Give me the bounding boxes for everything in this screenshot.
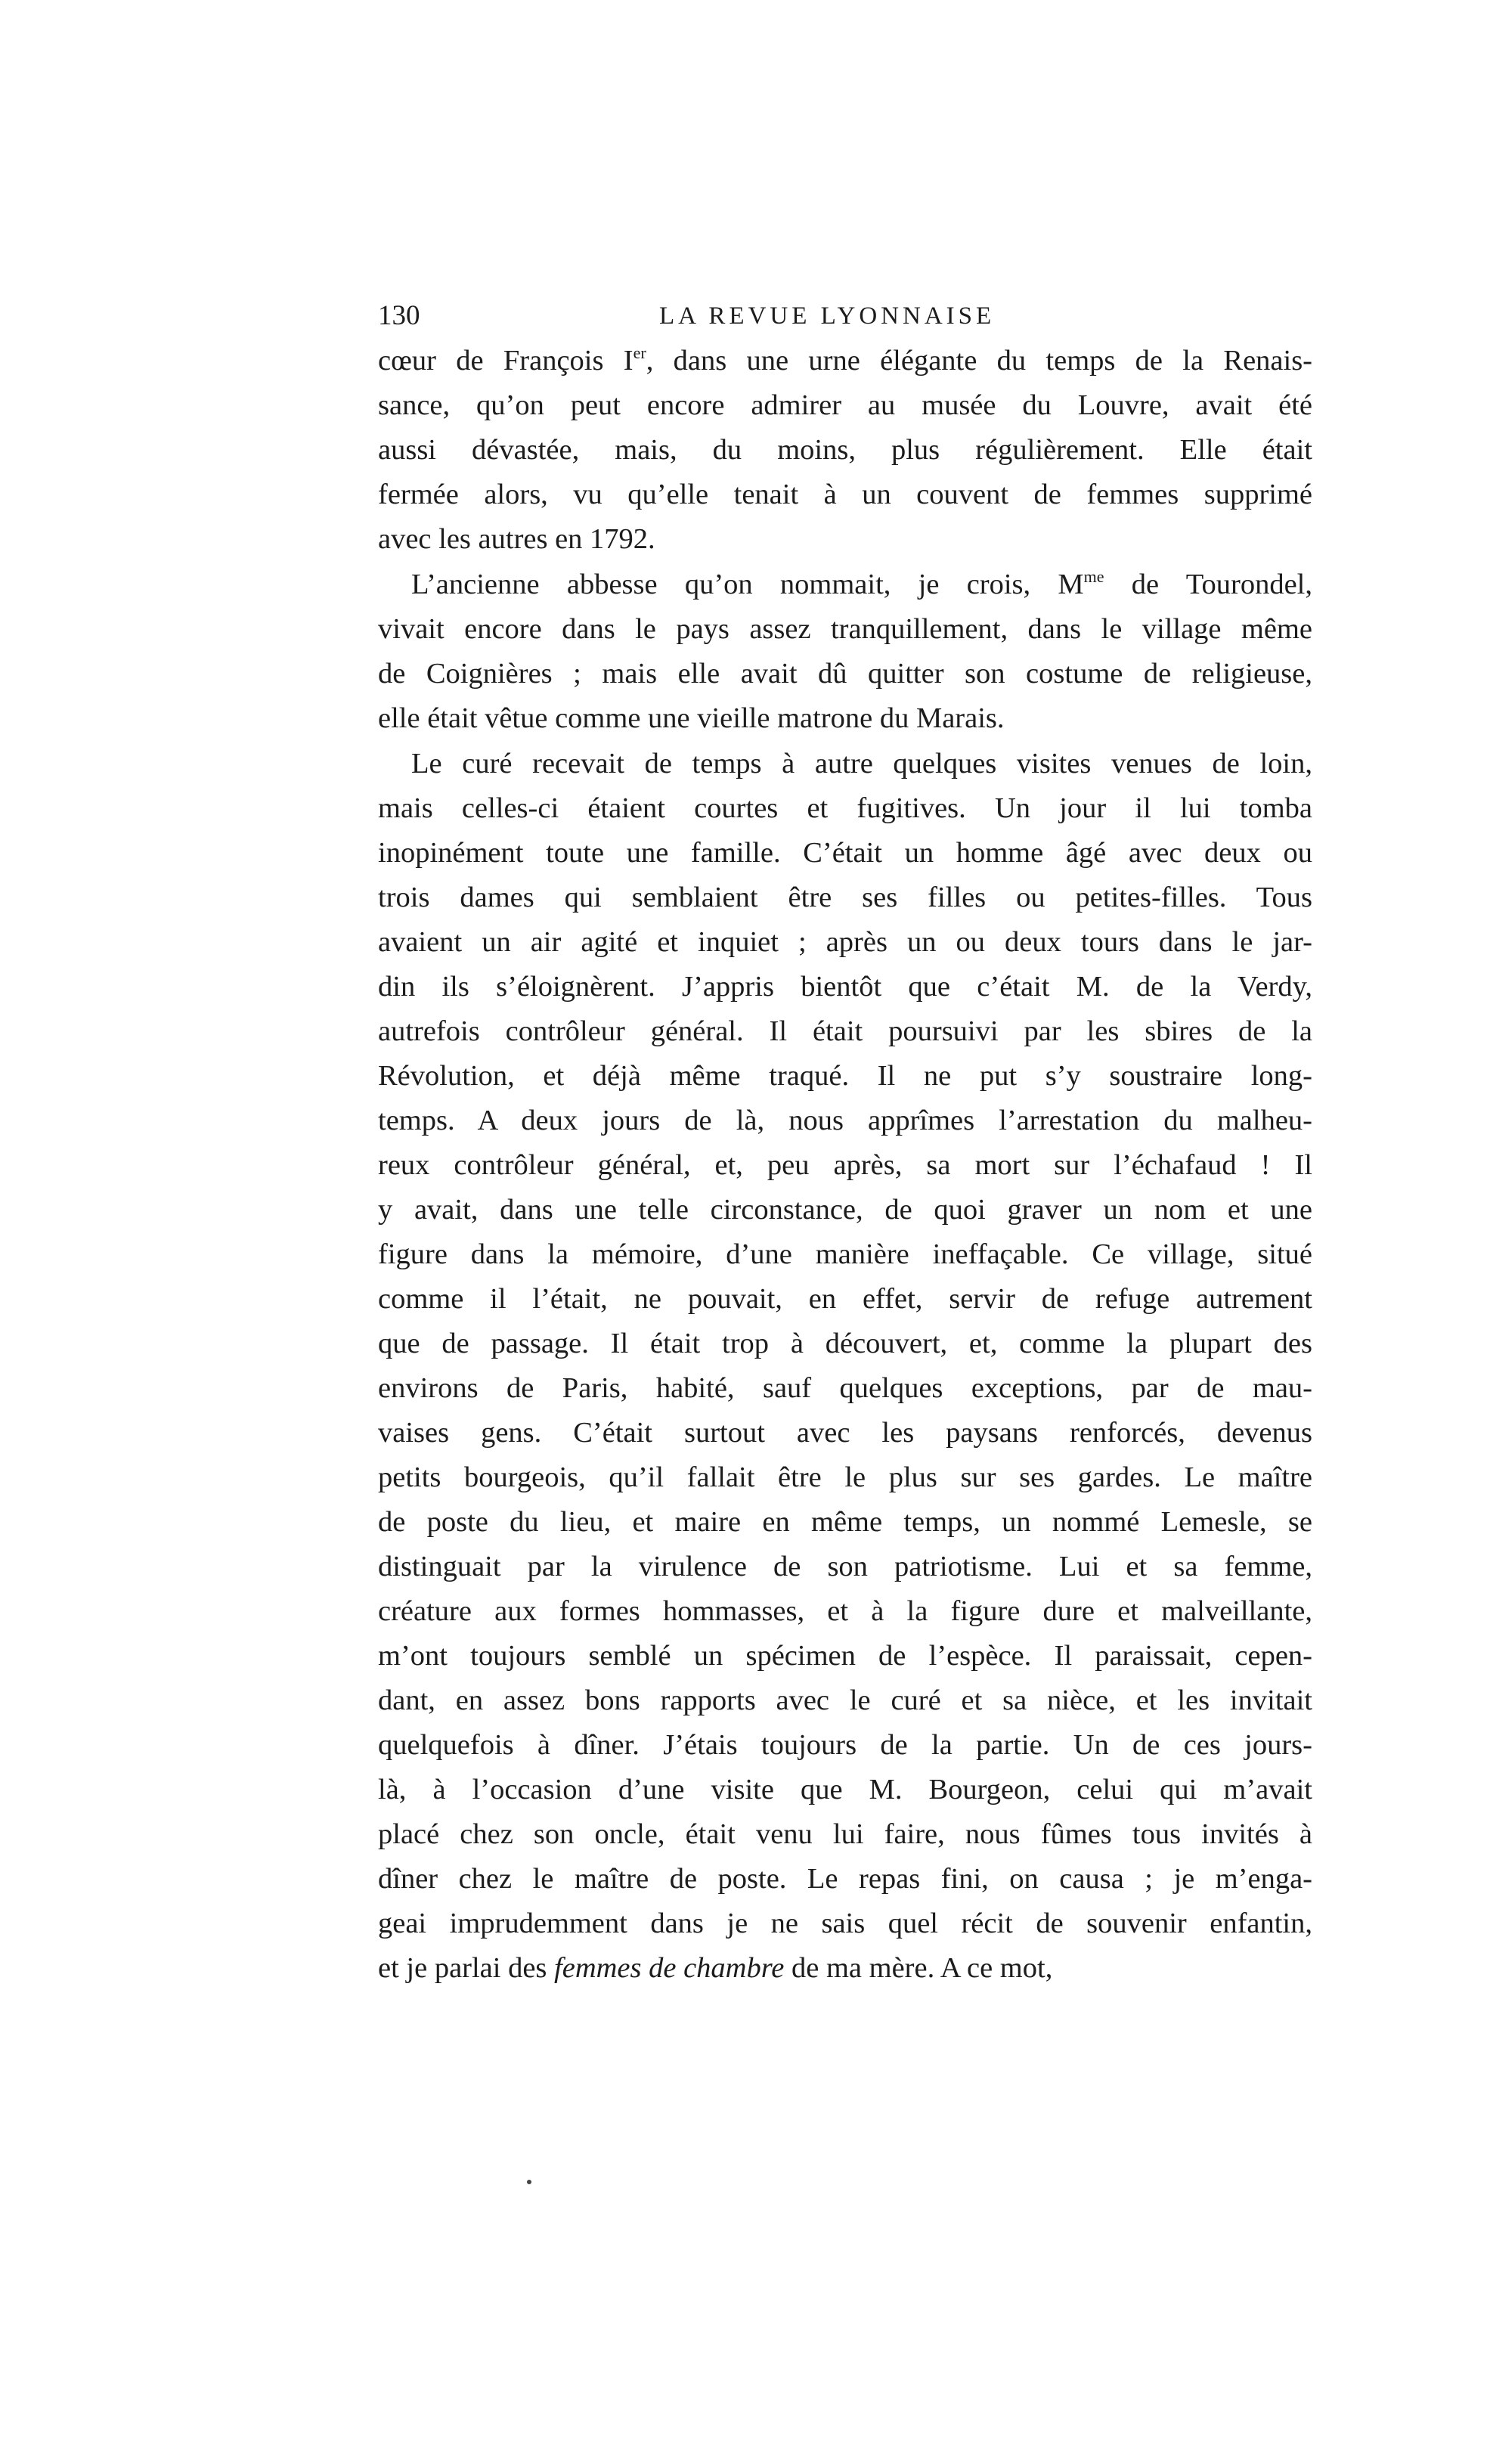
- running-head: LA REVUE LYONNAISE: [659, 302, 996, 330]
- text-line: autrefois contrôleur général. Il était poursuivi par les sbires de la: [378, 1015, 1312, 1047]
- text-line: din ils s’éloignèrent. J’appris bientôt que c’était M. de la Verdy,: [378, 971, 1312, 1003]
- text-line: de Coignières ; mais elle avait dû quitter son costume de religieuse,: [378, 658, 1312, 690]
- text-line: m’ont toujours semblé un spécimen de l’espèce. Il paraissait, cepen-: [378, 1640, 1312, 1672]
- text-line: avaient un air agité et inquiet ; après un ou deux tours dans le jar-: [378, 926, 1312, 958]
- text-line: L’ancienne abbesse qu’on nommait, je crois, $M^{me}$ de Tourondel,: [411, 567, 1313, 600]
- text-line: vaises gens. C’était surtout avec les paysans renforcés, devenus: [378, 1417, 1312, 1449]
- text-line: quelquefois à dîner. J’étais toujours de la partie. Un de ces jours-: [378, 1729, 1312, 1761]
- page-header: [378, 297, 1315, 342]
- stray-dot: [527, 2180, 531, 2184]
- italic-phrase: femmes de chambre: [554, 1952, 785, 1984]
- text-line: reux contrôleur général, et, peu après, sa mort sur l’échafaud ! Il: [378, 1149, 1312, 1181]
- text-line: geai imprudemment dans je ne sais quel récit de souvenir enfantin,: [378, 1908, 1312, 1939]
- text-line: fermée alors, vu qu’elle tenait à un couvent de femmes supprimé: [378, 479, 1312, 510]
- text-line: créature aux formes hommasses, et à la figure dure et malveillante,: [378, 1595, 1312, 1627]
- text-line: inopinément toute une famille. C’était un homme âgé avec deux ou: [378, 837, 1312, 869]
- text-line: aussi dévastée, mais, du moins, plus régulièrement. Elle était: [378, 434, 1312, 466]
- text-line: mais celles-ci étaient courtes et fugitives. Un jour il lui tomba: [378, 792, 1312, 824]
- superscript-er: er: [633, 343, 646, 362]
- text-line: de poste du lieu, et maire en même temps, un nommé Lemesle, se: [378, 1506, 1312, 1538]
- text-line: y avait, dans une telle circonstance, de quoi graver un nom et une: [378, 1194, 1312, 1226]
- text-line: avec les autres en 1792.: [378, 523, 655, 555]
- text-line: Le curé recevait de temps à autre quelques visites venues de loin,: [411, 748, 1312, 779]
- page-number: 130: [378, 300, 420, 331]
- text-line: là, à l’occasion d’une visite que M. Bourgeon, celui qui m’avait: [378, 1774, 1312, 1805]
- paragraph-3: [378, 742, 1312, 1991]
- text-line: dîner chez le maître de poste. Le repas fini, on causa ; je m’enga-: [378, 1863, 1312, 1895]
- paragraph-1: [378, 339, 1312, 562]
- text-line: comme il l’était, ne pouvait, en effet, servir de refuge autrement: [378, 1283, 1312, 1315]
- text-line: temps. A deux jours de là, nous apprîmes l’arrestation du malheu-: [378, 1105, 1312, 1136]
- text-line: trois dames qui semblaient être ses filles ou petites-filles. Tous: [378, 882, 1312, 913]
- text-line: dant, en assez bons rapports avec le curé et sa nièce, et les invitait: [378, 1685, 1312, 1716]
- text-line: vivait encore dans le pays assez tranquillement, dans le village même: [378, 613, 1312, 645]
- text-line: et je parlai des femmes de chambre de ma mère. A ce mot,: [378, 1952, 1053, 1984]
- text-line: distinguait par la virulence de son patriotisme. Lui et sa femme,: [378, 1551, 1312, 1582]
- text-line: petits bourgeois, qu’il fallait être le plus sur ses gardes. Le maître: [378, 1461, 1312, 1493]
- text-line: figure dans la mémoire, d’une manière ineffaçable. Ce village, situé: [378, 1238, 1312, 1270]
- text-line: Révolution, et déjà même traqué. Il ne put s’y soustraire long-: [378, 1060, 1312, 1092]
- text-line: cœur de François Ier, dans une urne élégante du temps de la Renais-: [378, 343, 1312, 377]
- text-line: environs de Paris, habité, sauf quelques exceptions, par de mau-: [378, 1372, 1312, 1404]
- text-line: elle était vêtue comme une vieille matrone du Marais.: [378, 702, 1005, 734]
- text-line: placé chez son oncle, était venu lui faire, nous fûmes tous invités à: [378, 1818, 1312, 1850]
- text-line: que de passage. Il était trop à découvert, et, comme la plupart des: [378, 1328, 1312, 1359]
- body-text: [378, 339, 1312, 1991]
- superscript-me: me: [1083, 567, 1104, 586]
- text-line: sance, qu’on peut encore admirer au musée du Louvre, avait été: [378, 389, 1312, 421]
- paragraph-2: [378, 563, 1312, 741]
